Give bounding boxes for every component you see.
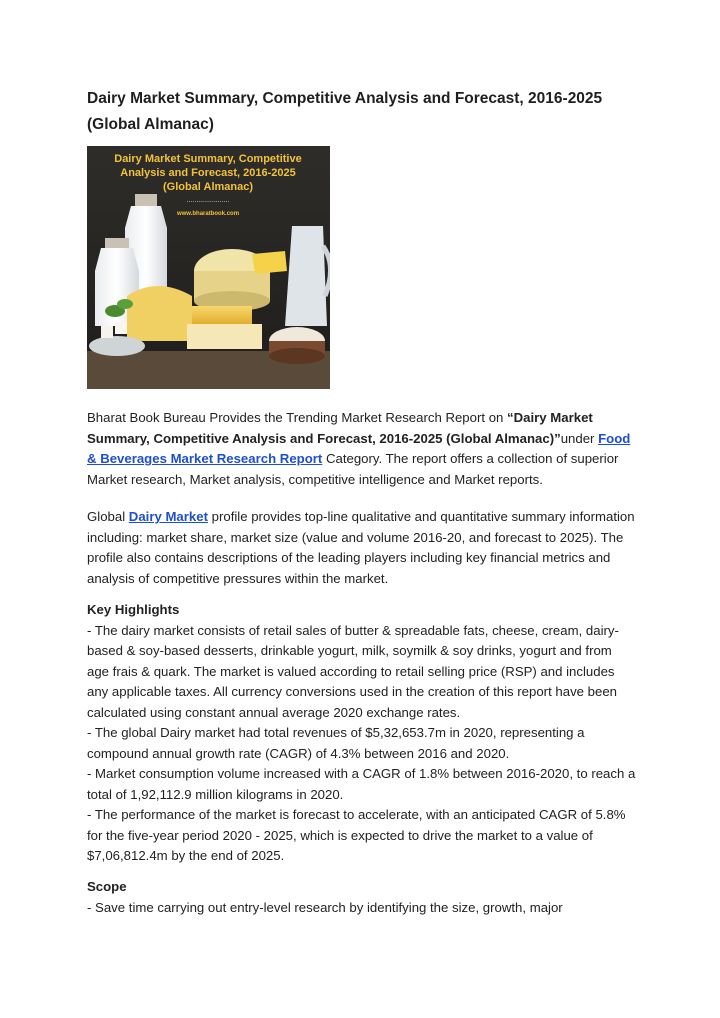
cover-image xyxy=(87,146,330,389)
cover-website: www.bharatbook.com xyxy=(176,211,240,217)
cover-title-line-1: Dairy Market Summary, Competitive xyxy=(114,153,302,165)
category-link[interactable]: Food & Beverages Market Research Report xyxy=(87,430,631,466)
scope-heading: Scope xyxy=(87,879,127,894)
intro-paragraph xyxy=(87,408,637,490)
under-text: under xyxy=(560,430,599,446)
intro-rest-text: Category. The report offers a collection of superior Market research, Market analysis, competitive intelligence and Market reports. xyxy=(87,451,619,487)
scope-item: - Save time carrying out entry-level research by identifying the size, growth, major xyxy=(87,899,563,915)
highlight-item: - The global Dairy market had total revenues of $5,32,653.7m in 2020, representing a compound annual growth rate (CAGR) of 4.3% between 2016 and 2020. xyxy=(87,725,585,761)
profile-paragraph xyxy=(87,507,637,589)
dairy-market-link[interactable]: Dairy Market xyxy=(128,509,208,524)
cover-title-line-3: (Global Almanac) xyxy=(162,181,254,193)
scope-section xyxy=(87,877,637,918)
intro-text: Bharat Book Bureau Provides the Trending Market Research Report on xyxy=(87,410,508,425)
document-title: Dairy Market Summary, Competitive Analysis and Forecast, 2016-2025 (Global Almanac) xyxy=(87,90,603,133)
cover-title-line-2: Analysis and Forecast, 2016-2025 xyxy=(120,167,296,179)
highlight-item: - Market consumption volume increased with a CAGR of 1.8% between 2016-2020, to reach a total of 1,92,112.9 million kilograms in 2020. xyxy=(87,766,636,802)
highlight-item: - The performance of the market is forecast to accelerate, with an anticipated CAGR of 5.8% for the five-year period 2020 - 2025, which is expected to drive the market to a value of $7,06,812.4m by the end of 2025. xyxy=(87,807,626,863)
key-highlights-heading: Key Highlights xyxy=(87,602,180,617)
key-highlights-section xyxy=(87,600,637,867)
profile-prefix: Global xyxy=(87,509,129,524)
highlight-item: - The dairy market consists of retail sales of butter & spreadable fats, cheese, cream, dairy-based & soy-based desserts, drinkable yogurt, milk, soymilk & soy drinks, yogurt and from age frais & quark. The market is valued according to retail selling price (RSP) and includes any applicable taxes. All currency conversions used in the creation of this report have been calculated using constant annual average 2020 exchange rates. xyxy=(87,622,619,720)
profile-rest-text: profile provides top-line qualitative and quantitative summary information including: market share, market size (value and volume 2016-20, and forecast to 2025). The profile also contains descriptions of the leading players including key financial metrics and analysis of competitive pressures within the market. xyxy=(87,509,635,586)
dairy-products-image xyxy=(87,146,330,389)
report-name: “Dairy Market Summary, Competitive Analysis and Forecast, 2016-2025 (Global Almanac)” xyxy=(87,410,593,446)
cover-dots: ...................... xyxy=(186,197,230,204)
